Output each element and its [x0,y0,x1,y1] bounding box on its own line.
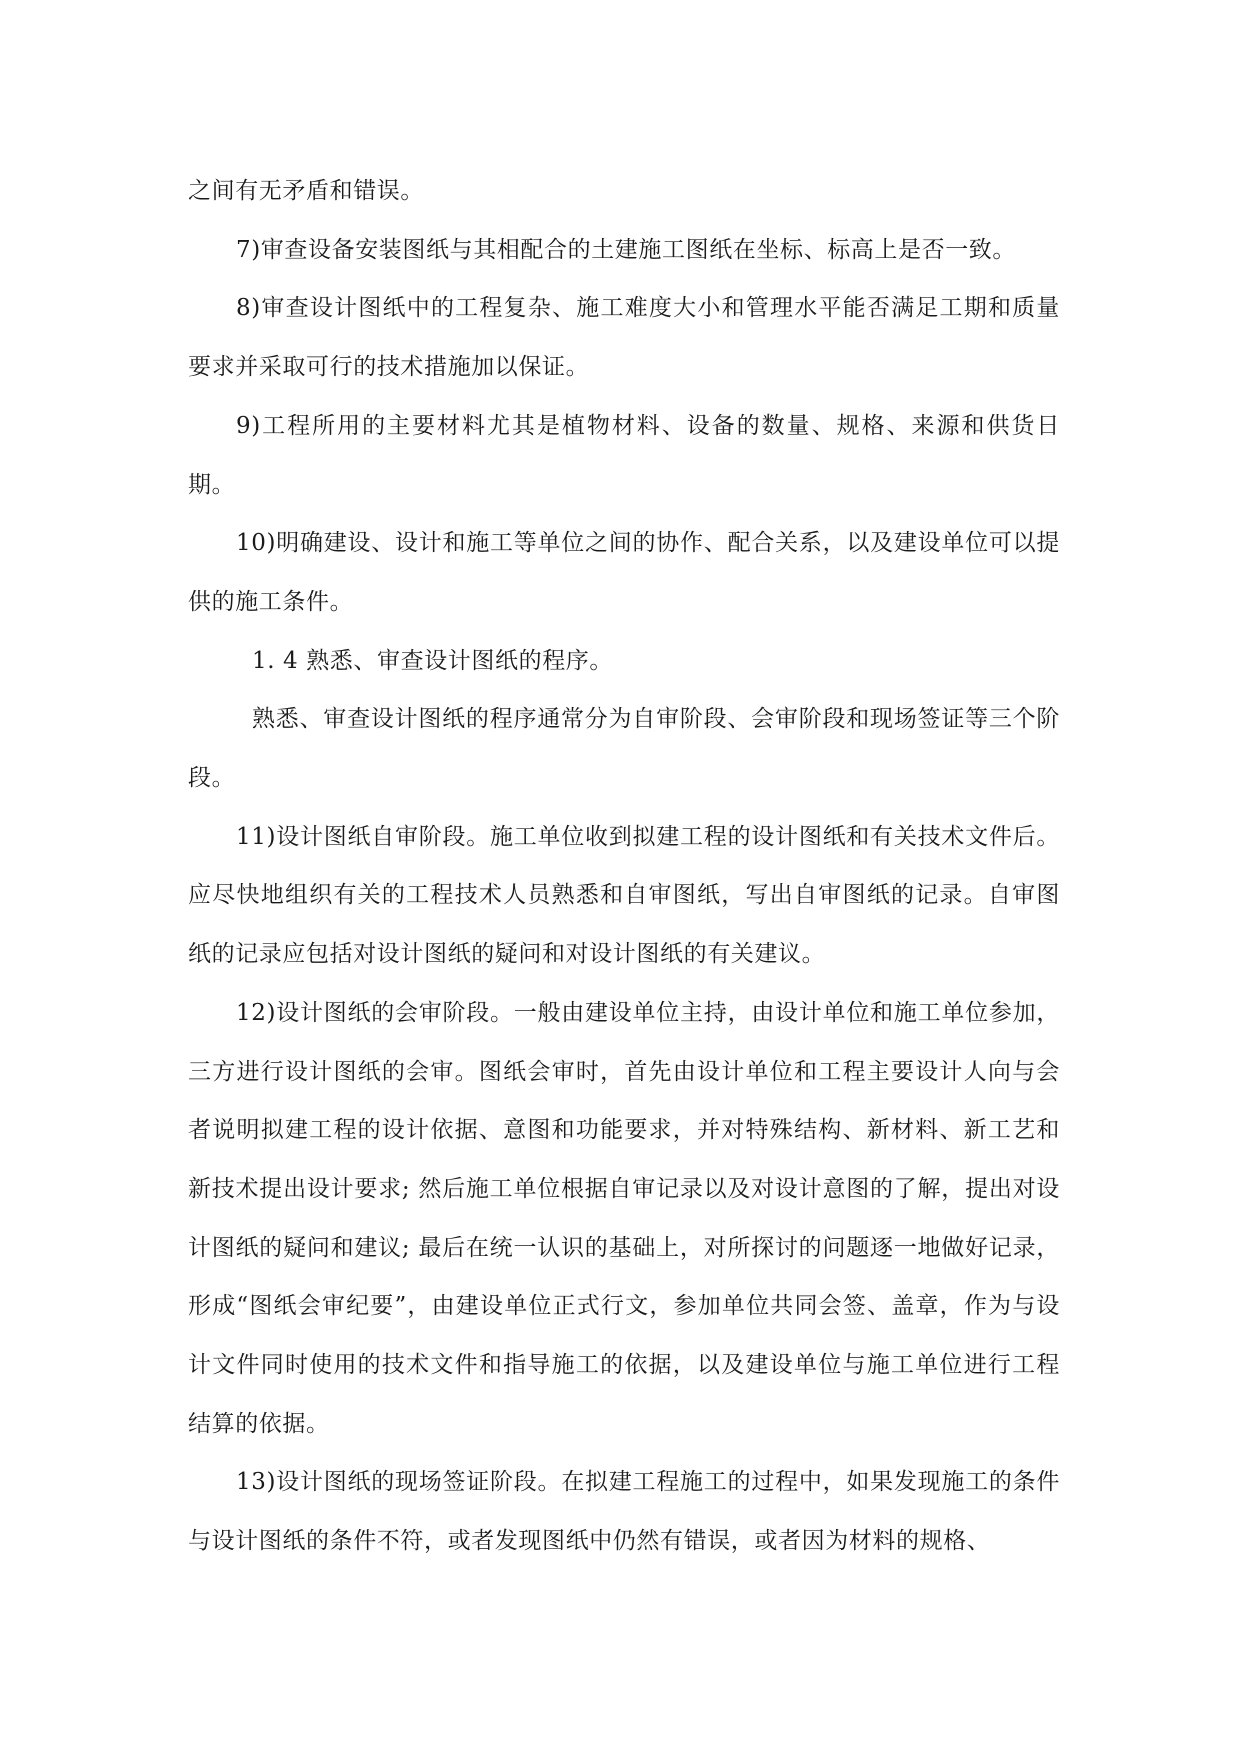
paragraph-procedure-intro: 熟悉、审查设计图纸的程序通常分为自审阶段、会审阶段和现场签证等三个阶段。 [188,706,1060,792]
paragraph-item-11: 11)设计图纸自审阶段。施工单位收到拟建工程的设计图纸和有关技术文件后。应尽快地组织有关的工程技术人员熟悉和自审图纸，写出自审图纸的记录。自审图纸的记录应包括对设计图纸的疑问和对设计图纸的有关建议。 [188,823,1060,968]
paragraph-item-10: 10)明确建设、设计和施工等单位之间的协作、配合关系，以及建设单位可以提供的施工条件。 [188,530,1060,615]
paragraph-item-13: 13)设计图纸的现场签证阶段。在拟建工程施工的过程中，如果发现施工的条件与设计图纸的条件不符，或者发现图纸中仍然有错误，或者因为材料的规格、 [188,1469,1060,1555]
section-heading-1-4: 1. 4 熟悉、审查设计图纸的程序。 [252,647,613,674]
paragraph-item-7: 7)审查设备安装图纸与其相配合的土建施工图纸在坐标、标高上是否一致。 [236,236,1017,263]
paragraph-item-8: 8)审查设计图纸中的工程复杂、施工难度大小和管理水平能否满足工期和质量要求并采取可行的技术措施加以保证。 [188,295,1060,381]
paragraph-item-12: 12)设计图纸的会审阶段。一般由建设单位主持，由设计单位和施工单位参加，三方进行设计图纸的会审。图纸会审时，首先由设计单位和工程主要设计人向与会者说明拟建工程的设计依据、意图和功能要求，并对特殊结构、新材料、新工艺和新技术提出设计要求; 然后施工单位根据自审记录以及对设计意图的了解，提出对设计图纸的疑问和建议; 最后在统一认识的基础上，对所探讨的问题逐一地做好记录，形成“图纸会审纪要”，由建设单位正式行文，参加单位共同会签、盖章，作为与设计文件同时使用的技术文件和指导施工的依据，以及建设单位与施工单位进行工程结算的依据。 [188,999,1060,1437]
paragraph-item-9: 9)工程所用的主要材料尤其是植物材料、设备的数量、规格、来源和供货日期。 [188,412,1060,498]
document-body [188,162,1060,1571]
paragraph-continuation: 之间有无矛盾和错误。 [188,178,424,204]
